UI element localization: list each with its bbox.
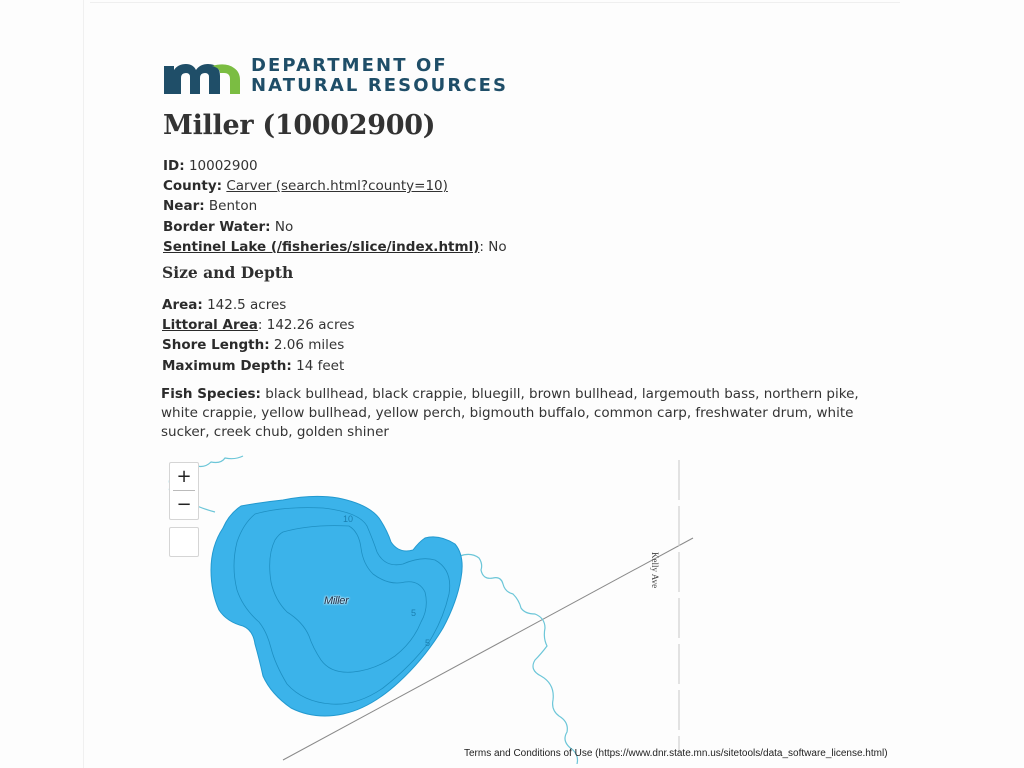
scan-edge — [90, 2, 900, 3]
max-depth-label: Maximum Depth: — [162, 357, 292, 374]
contour-label-5b: 5 — [425, 638, 431, 648]
dnr-logo — [164, 56, 508, 96]
id-row — [163, 156, 507, 176]
fish-species-list: black bullhead, black crappie, bluegill, brown bullhead, largemouth bass, northern pike, white crappie, yellow bullhead, yellow perch, bigmouth buffalo, common carp, freshwater drum, white sucker, creek chub, golden shiner — [161, 386, 859, 440]
littoral-area-value: : 142.26 acres — [257, 317, 355, 334]
county-label: County: — [163, 178, 223, 195]
max-depth-value: 14 feet — [296, 357, 345, 374]
littoral-area-row — [162, 315, 355, 335]
contour-label-5a: 5 — [411, 608, 417, 618]
zoom-out-button[interactable]: − — [170, 491, 198, 518]
zoom-in-button[interactable]: + — [170, 463, 198, 490]
area-label: Area: — [162, 297, 203, 313]
area-row — [162, 295, 355, 315]
area-value: 142.5 acres — [207, 297, 287, 313]
outlet-stream — [460, 554, 578, 764]
near-label: Near: — [163, 198, 205, 215]
max-depth-row — [162, 356, 355, 376]
border-water-value: No — [274, 218, 294, 235]
mn-logo-icon — [164, 58, 242, 94]
littoral-area-link[interactable]: Littoral Area — [162, 317, 258, 334]
terms-of-use-link[interactable]: Terms and Conditions of Use (https://www.dnr.state.mn.us/sitetools/data_software_license.html) — [464, 748, 888, 759]
logo-line-1: DEPARTMENT OF — [251, 55, 448, 76]
dnr-wordmark — [251, 56, 508, 96]
sentinel-lake-row — [163, 237, 507, 257]
id-label: ID: — [163, 158, 185, 174]
size-depth-heading: Size and Depth — [162, 263, 294, 282]
zoom-control — [169, 462, 199, 520]
sentinel-lake-link[interactable]: Sentinel Lake (/fisheries/slice/index.html) — [163, 238, 480, 255]
lake-name-label: Miller — [324, 595, 349, 607]
logo-line-2: NATURAL RESOURCES — [251, 75, 509, 96]
contour-label-10: 10 — [343, 514, 354, 524]
sentinel-lake-value: : No — [479, 238, 507, 255]
county-row — [163, 176, 507, 196]
map-canvas[interactable] — [163, 452, 883, 764]
id-value: 10002900 — [188, 158, 258, 174]
near-value: Benton — [208, 198, 258, 215]
scan-edge-left — [83, 0, 84, 768]
shore-length-row — [162, 335, 355, 355]
fish-species-label: Fish Species: — [161, 386, 261, 402]
layer-toggle-button[interactable] — [169, 527, 199, 557]
county-link[interactable]: Carver (search.html?county=10) — [226, 178, 448, 195]
page-title: Miller (10002900) — [163, 110, 436, 141]
border-water-label: Border Water: — [163, 218, 271, 235]
near-row — [163, 196, 507, 216]
lake-facts — [163, 156, 507, 257]
fish-species — [161, 385, 871, 442]
road-name-label: Kelly Ave — [650, 552, 660, 589]
size-depth-facts — [162, 295, 355, 376]
shore-length-value: 2.06 miles — [273, 337, 345, 354]
shore-length-label: Shore Length: — [162, 337, 270, 354]
border-water-row — [163, 217, 507, 237]
lake-map[interactable] — [163, 452, 888, 764]
